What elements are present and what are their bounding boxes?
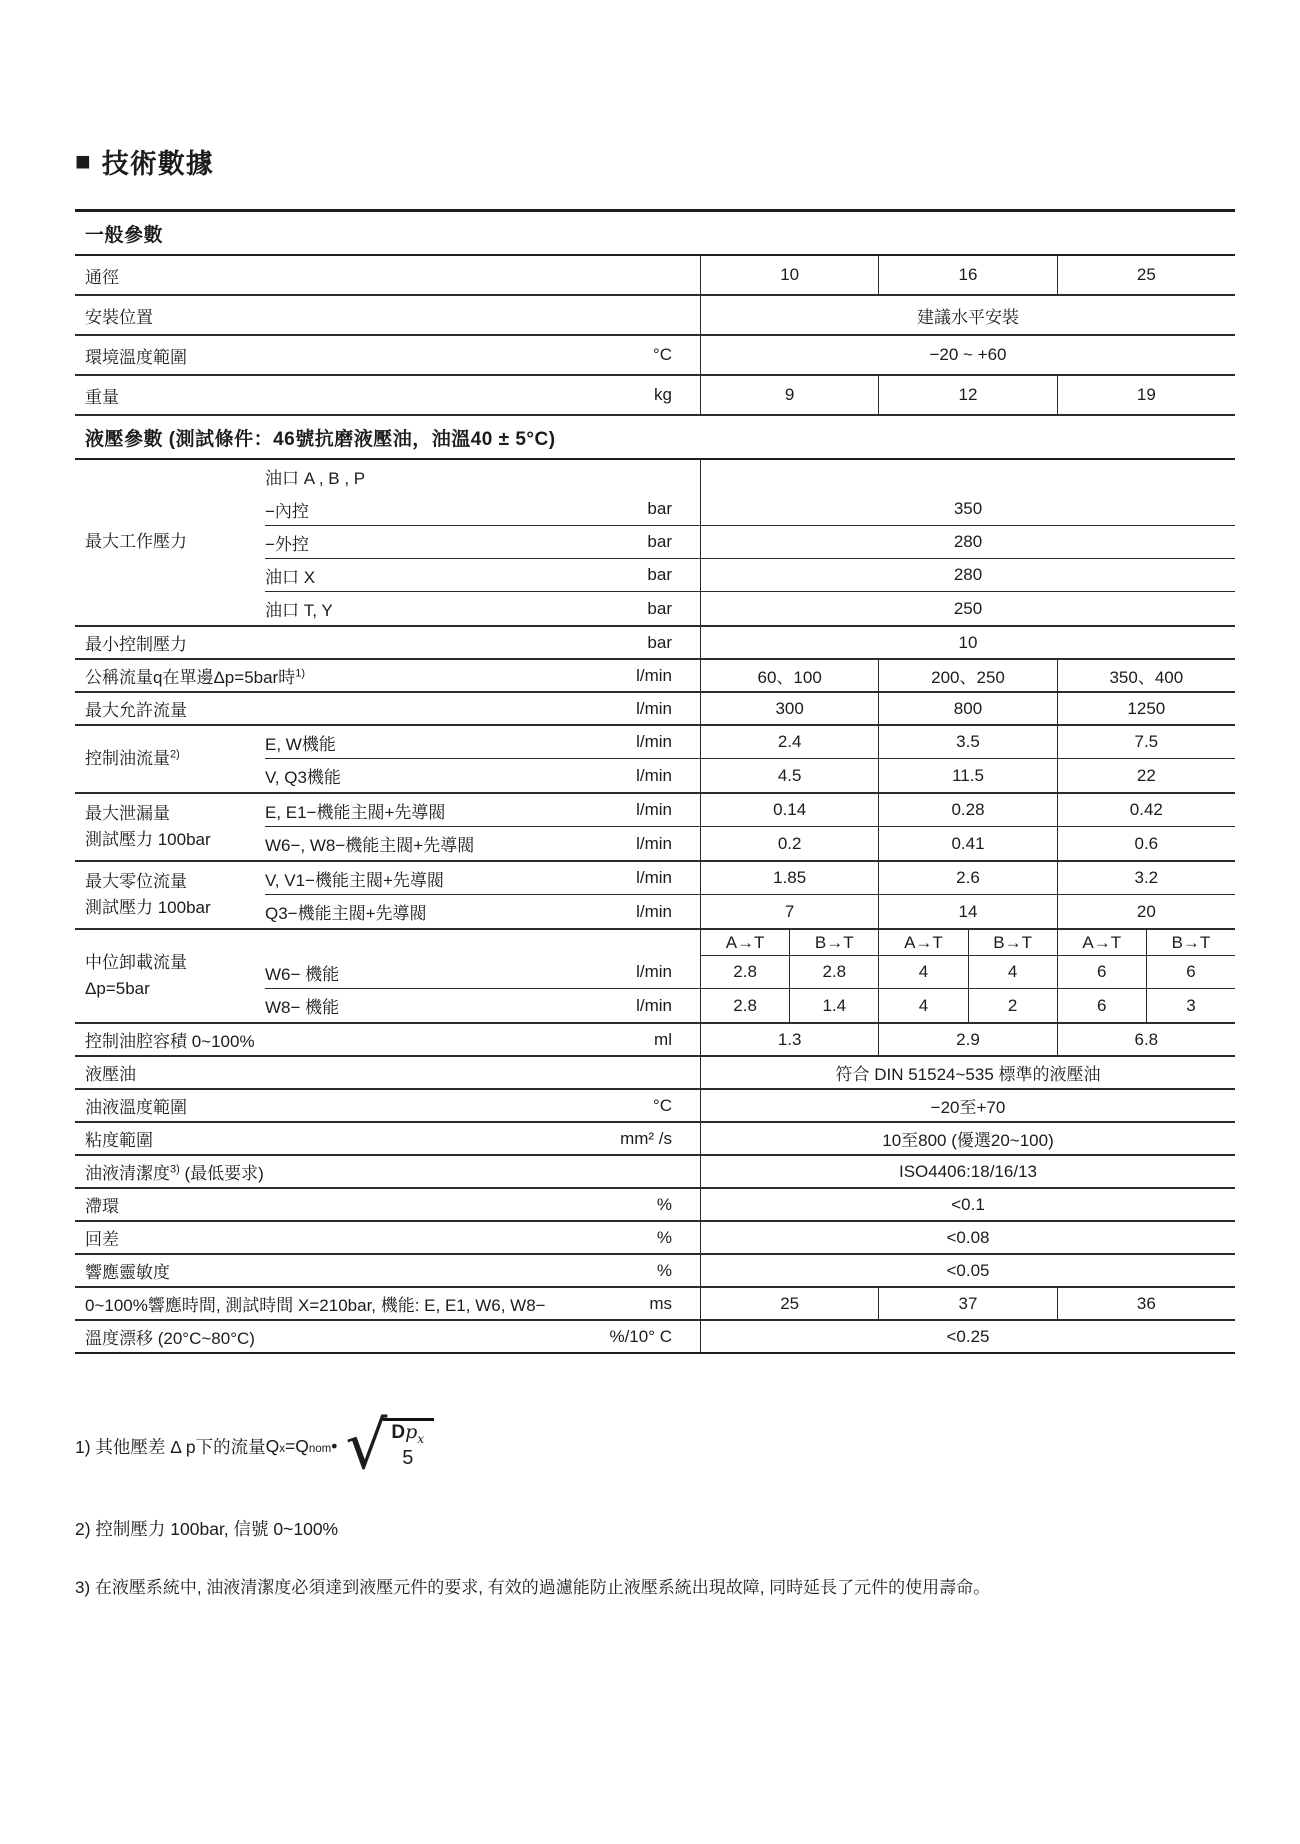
subrow-label: E, E1−機能主閥+先導閥 — [265, 802, 446, 822]
value-span-cell — [700, 493, 1235, 525]
direction-header-cell: A→T — [878, 930, 967, 955]
unit-cell: % — [656, 1194, 672, 1214]
footnote-3: 3) 在液壓系統中, 油液清潔度必須達到液壓元件的要求, 有效的過濾能防止液壓系統出現故障, 同時延長了元件的使用壽命。 — [75, 1578, 991, 1597]
subrow-port-x — [265, 559, 1235, 592]
value-text: <0.05 — [946, 1260, 990, 1280]
value-cell: 2.8 — [789, 956, 878, 988]
footnote-ref-2: 2) — [170, 748, 180, 761]
row-response-time — [75, 1288, 1235, 1321]
numerator-d: D — [391, 1421, 406, 1443]
page-content — [75, 0, 1235, 1598]
formula-q: Q — [265, 1435, 280, 1456]
unit-cell: ms — [649, 1293, 672, 1313]
value-span-cell — [700, 296, 1235, 334]
fraction-denominator: 5 — [402, 1447, 414, 1470]
value-cell: 2.8 — [733, 962, 757, 981]
value-cell: 4 — [968, 956, 1057, 988]
unit-cell: l/min — [636, 800, 672, 819]
formula-q-sub: x — [279, 1442, 285, 1455]
subrow-label: V, V1−機能主閥+先導閥 — [265, 870, 444, 890]
value-cell: 200、250 — [878, 660, 1056, 691]
unit-cell: ml — [654, 1029, 672, 1049]
square-bullet-icon: ■ — [75, 146, 92, 176]
row-label: 滯環 — [85, 1197, 119, 1216]
row-ambient-temp — [75, 336, 1235, 376]
subrow-label: E, W機能 — [265, 734, 336, 754]
group-label-line1: 最大零位流量 — [85, 871, 187, 891]
value-cell: 2 — [968, 989, 1057, 1022]
row-label: 最小控制壓力 — [85, 635, 187, 654]
formula-eq-sub: nom — [308, 1442, 332, 1455]
value-cell: 2.9 — [878, 1024, 1056, 1055]
value-cell: 0.6 — [1057, 827, 1235, 860]
unit-cell: % — [656, 1227, 672, 1247]
value-cell: 37 — [878, 1288, 1056, 1319]
value-cell: 36 — [1057, 1288, 1235, 1319]
subrow-ew-function — [265, 726, 1235, 759]
subrow-label: W6− 機能 — [265, 964, 340, 984]
value-cells — [700, 956, 1235, 988]
subrow-label: −外控 — [265, 534, 309, 554]
unit-cell: bar — [647, 532, 672, 551]
value-text: 280 — [953, 565, 983, 584]
value-cell: 1.85 — [773, 868, 807, 887]
value-span-cell — [700, 627, 1235, 658]
row-max-allowed-flow — [75, 693, 1235, 726]
value-cells — [700, 726, 1235, 758]
value-span-cell — [700, 1189, 1235, 1220]
row-label: 回差 — [85, 1230, 119, 1249]
row-label-text: 油液清潔度 — [85, 1164, 170, 1183]
row-label: 0~100%響應時間, 測試時間 X=210bar, 機能: E, E1, W6, W8− — [85, 1296, 546, 1315]
value-text: −20至+70 — [930, 1098, 1006, 1117]
value-cell: 6.8 — [1057, 1024, 1235, 1055]
row-min-control-pressure — [75, 627, 1235, 660]
row-label-text: 公稱流量q在單邊Δp=5bar時 — [85, 668, 296, 687]
value-span-cell — [700, 559, 1235, 591]
sqrt-radical — [345, 1406, 434, 1484]
group-label — [75, 726, 265, 792]
value-cell: 14 — [878, 895, 1056, 928]
value-cell: 7 — [784, 901, 795, 921]
value-cell: 6 — [1146, 956, 1235, 988]
value-cells — [700, 376, 1235, 414]
section-header-label: 液壓參數 (測試條件：46號抗磨液壓油，油溫40 ± 5°C) — [85, 428, 556, 450]
subrow-external-pilot — [265, 526, 1235, 559]
group-max-working-pressure — [75, 460, 1235, 627]
value-text: ISO4406:18/16/13 — [898, 1161, 1037, 1181]
section-header-hydraulic — [75, 416, 1235, 460]
value-cells — [700, 895, 1235, 928]
value-cells — [700, 862, 1235, 894]
value-span-cell — [700, 1222, 1235, 1253]
group-label — [75, 460, 265, 625]
value-cell: 20 — [1057, 895, 1235, 928]
footnotes — [75, 1402, 1235, 1598]
value-cell: 0.14 — [773, 800, 807, 819]
footnote-ref-3: 3) — [170, 1163, 180, 1176]
fraction-numerator — [391, 1422, 424, 1447]
row-hydraulic-fluid — [75, 1057, 1235, 1090]
row-label: 環境溫度範圍 — [85, 347, 187, 367]
value-span-cell — [700, 1057, 1235, 1088]
subrow-label: W6−, W8−機能主閥+先導閥 — [265, 836, 475, 855]
value-cell: 9 — [784, 385, 795, 404]
subrow-q3-zero-flow — [265, 895, 1235, 928]
group-label-line1: 中位卸載流量 — [85, 952, 187, 972]
value-text: <0.25 — [946, 1326, 990, 1346]
value-cell: 1250 — [1057, 693, 1235, 724]
value-span-cell — [700, 1090, 1235, 1121]
value-text: −20 ~ +60 — [929, 345, 1007, 364]
unit-cell: l/min — [636, 868, 672, 887]
value-cell: 3.2 — [1057, 862, 1235, 894]
value-cell: 0.28 — [878, 794, 1056, 826]
value-cell: 4 — [878, 989, 967, 1022]
subrow-direction-header — [265, 930, 1235, 956]
value-cell: 12 — [878, 376, 1056, 414]
footnote-1-text: 1) 其他壓差 Δ p下的流量 — [75, 1436, 266, 1457]
unit-cell: l/min — [636, 962, 672, 981]
value-cell: 2.8 — [733, 995, 757, 1015]
subrow-w6-function — [265, 956, 1235, 989]
numerator-sub-x: x — [417, 1431, 425, 1446]
value-text: 10 — [958, 632, 978, 652]
row-label: 通徑 — [85, 267, 119, 287]
value-text: 280 — [953, 532, 983, 551]
direction-header-cells — [700, 930, 1235, 956]
value-cells — [700, 256, 1235, 294]
unit-cell: °C — [652, 345, 672, 364]
direction-header-cell: A→T — [725, 932, 765, 952]
group-subrows — [265, 862, 1235, 928]
unit-cell: l/min — [636, 732, 672, 751]
group-label — [75, 794, 265, 860]
value-cell: 300 — [775, 698, 804, 718]
value-cells — [700, 1288, 1235, 1319]
value-cell: 0.41 — [878, 827, 1056, 860]
subrow-label: 油口 T, Y — [265, 601, 333, 620]
section-header-general — [75, 212, 1235, 256]
value-cell: 0.42 — [1057, 794, 1235, 826]
subrow-label: W8− 機能 — [265, 998, 340, 1017]
value-cell: 4.5 — [777, 765, 802, 785]
footnote-2: 2) 控制壓力 100bar, 信號 0~100% — [75, 1519, 339, 1539]
group-label-line2: 測試壓力 100bar — [85, 898, 211, 917]
formula-dot: • — [331, 1435, 338, 1456]
value-cell: 2.6 — [878, 862, 1056, 894]
value-span-cell — [700, 592, 1235, 625]
group-label-line1: 最大泄漏量 — [85, 803, 170, 823]
direction-header-cell: B→T — [968, 930, 1057, 955]
value-cell: 0.2 — [777, 833, 802, 853]
row-hysteresis — [75, 1189, 1235, 1222]
subrow-internal-pilot — [265, 493, 1235, 526]
subrow-vq3-function — [265, 759, 1235, 792]
row-label: 最大允許流量 — [85, 701, 187, 720]
value-cell: 800 — [878, 693, 1056, 724]
direction-header-cell: B→T — [789, 930, 878, 955]
row-fluid-cleanliness — [75, 1156, 1235, 1189]
value-cell: 60、100 — [757, 668, 822, 687]
group-subrows — [265, 930, 1235, 1022]
group-max-leakage — [75, 794, 1235, 862]
value-span-cell — [700, 1255, 1235, 1286]
group-label — [75, 930, 265, 1022]
row-reversal-error — [75, 1222, 1235, 1255]
row-label: 液壓油 — [85, 1065, 136, 1084]
subrow-label: 油口 X — [265, 567, 316, 587]
sqrt-sign: √ — [345, 1406, 388, 1484]
direction-header-cell: B→T — [1146, 930, 1235, 955]
unit-cell: l/min — [636, 765, 672, 785]
group-label-text: 控制油流量$^{2)}$ — [85, 748, 180, 768]
value-cell: 3 — [1146, 989, 1235, 1022]
unit-cell: bar — [647, 499, 672, 518]
row-temperature-drift — [75, 1321, 1235, 1354]
value-cell: 19 — [1057, 376, 1235, 414]
unit-cell: l/min — [636, 665, 672, 685]
value-text: 符合 DIN 51524~535 標準的液壓油 — [835, 1065, 1101, 1084]
row-label: 油液溫度範圍 — [85, 1098, 187, 1117]
value-cell: 6 — [1057, 956, 1146, 988]
flow-formula — [266, 1436, 338, 1457]
subrow-e-e1-leakage — [265, 794, 1235, 827]
value-text: <0.1 — [951, 1194, 985, 1214]
value-cell: 4 — [878, 956, 967, 988]
value-cell: 1.3 — [777, 1029, 802, 1049]
value-span-cell — [700, 460, 1235, 493]
value-text: 350 — [953, 499, 983, 518]
row-label: 安裝位置 — [85, 307, 153, 327]
value-cells — [700, 827, 1235, 860]
row-control-chamber-volume — [75, 1024, 1235, 1057]
group-control-oil-flow — [75, 726, 1235, 794]
row-label — [75, 663, 480, 688]
value-cells — [700, 794, 1235, 826]
group-max-zero-flow — [75, 862, 1235, 930]
value-cells — [700, 759, 1235, 792]
value-cells — [700, 693, 1235, 724]
value-span-cell — [700, 1156, 1235, 1187]
direction-header-cell: A→T — [1057, 930, 1146, 955]
group-label-line2: 測試壓力 100bar — [85, 830, 211, 849]
sqrt-fraction — [383, 1418, 434, 1471]
row-fluid-temp-range — [75, 1090, 1235, 1123]
group-label-text: 最大工作壓力 — [85, 532, 187, 552]
value-text: 250 — [953, 598, 983, 618]
row-weight — [75, 376, 1235, 416]
row-label — [75, 1159, 480, 1184]
numerator-p: p — [405, 1420, 418, 1443]
value-cell: 1.4 — [789, 989, 878, 1022]
value-cell: 11.5 — [878, 759, 1056, 792]
unit-cell: %/10° C — [609, 1326, 672, 1346]
value-text: 建議水平安裝 — [917, 307, 1019, 327]
unit-cell: bar — [647, 598, 672, 618]
row-label-tail: (最低要求) — [179, 1164, 264, 1183]
value-text: <0.08 — [946, 1227, 990, 1247]
page-title — [75, 143, 1235, 179]
subrow-w8-function — [265, 989, 1235, 1022]
row-label: 控制油腔容積 0~100% — [85, 1032, 255, 1051]
value-cell: 22 — [1057, 759, 1235, 792]
row-diameter — [75, 256, 1235, 296]
row-label: 粘度範圍 — [85, 1131, 153, 1150]
unit-cell: kg — [654, 385, 672, 404]
page-title-text: 技術數據 — [101, 148, 214, 179]
row-label: 響應靈敏度 — [85, 1263, 170, 1282]
footnote-1 — [75, 1402, 1235, 1490]
footnote-ref-1: 1) — [295, 667, 305, 680]
group-neutral-unload-flow — [75, 930, 1235, 1024]
row-mounting — [75, 296, 1235, 336]
value-cell: 350、400 — [1057, 660, 1235, 691]
value-cells — [700, 660, 1235, 691]
value-span-cell — [700, 1321, 1235, 1352]
unit-cell: l/min — [636, 833, 672, 853]
subrow-label: −內控 — [265, 501, 309, 521]
unit-cell: bar — [647, 632, 672, 652]
group-label-line2: Δp=5bar — [85, 979, 150, 998]
subrow-v-v1-zero-flow — [265, 862, 1235, 895]
unit-cell: l/min — [636, 698, 672, 718]
value-span-cell — [700, 1123, 1235, 1154]
unit-cell: l/min — [636, 901, 672, 921]
value-cells — [700, 1024, 1235, 1055]
formula-eq: =Q — [284, 1435, 309, 1456]
row-viscosity-range — [75, 1123, 1235, 1156]
row-nominal-flow — [75, 660, 1235, 693]
value-cells — [700, 989, 1235, 1022]
value-text: 10至800 (優選20~100) — [882, 1131, 1054, 1150]
value-span-cell — [700, 336, 1235, 374]
value-cell: 7.5 — [1057, 726, 1235, 758]
section-header-label: 一般參數 — [85, 224, 164, 246]
subrow-label: Q3−機能主閥+先導閥 — [265, 904, 427, 923]
subrow-port-ty — [265, 592, 1235, 625]
value-span-cell — [700, 526, 1235, 558]
group-subrows — [265, 460, 1235, 625]
group-subrows — [265, 726, 1235, 792]
unit-cell: °C — [652, 1095, 672, 1115]
value-cell: 3.5 — [878, 726, 1056, 758]
group-label — [75, 862, 265, 928]
value-cell: 25 — [780, 1293, 800, 1313]
unit-cell: mm² /s — [620, 1128, 672, 1148]
row-response-sensitivity — [75, 1255, 1235, 1288]
unit-cell: % — [656, 1260, 672, 1280]
value-cell: 2.4 — [777, 732, 802, 751]
value-cell: 16 — [878, 256, 1056, 294]
group-subrows — [265, 794, 1235, 860]
value-cell: 10 — [780, 265, 800, 284]
row-label: 溫度漂移 (20°C~80°C) — [85, 1329, 255, 1348]
subrow-label: V, Q3機能 — [265, 768, 341, 787]
row-label: 重量 — [85, 387, 119, 407]
value-cell: 6 — [1057, 989, 1146, 1022]
subrow-ports-abp — [265, 460, 1235, 493]
subrow-label: 油口 A , B , P — [265, 469, 366, 488]
value-cell: 25 — [1057, 256, 1235, 294]
technical-data-table — [75, 209, 1235, 1354]
unit-cell: l/min — [636, 995, 672, 1015]
unit-cell: bar — [647, 565, 672, 584]
subrow-w6-w8-leakage — [265, 827, 1235, 860]
